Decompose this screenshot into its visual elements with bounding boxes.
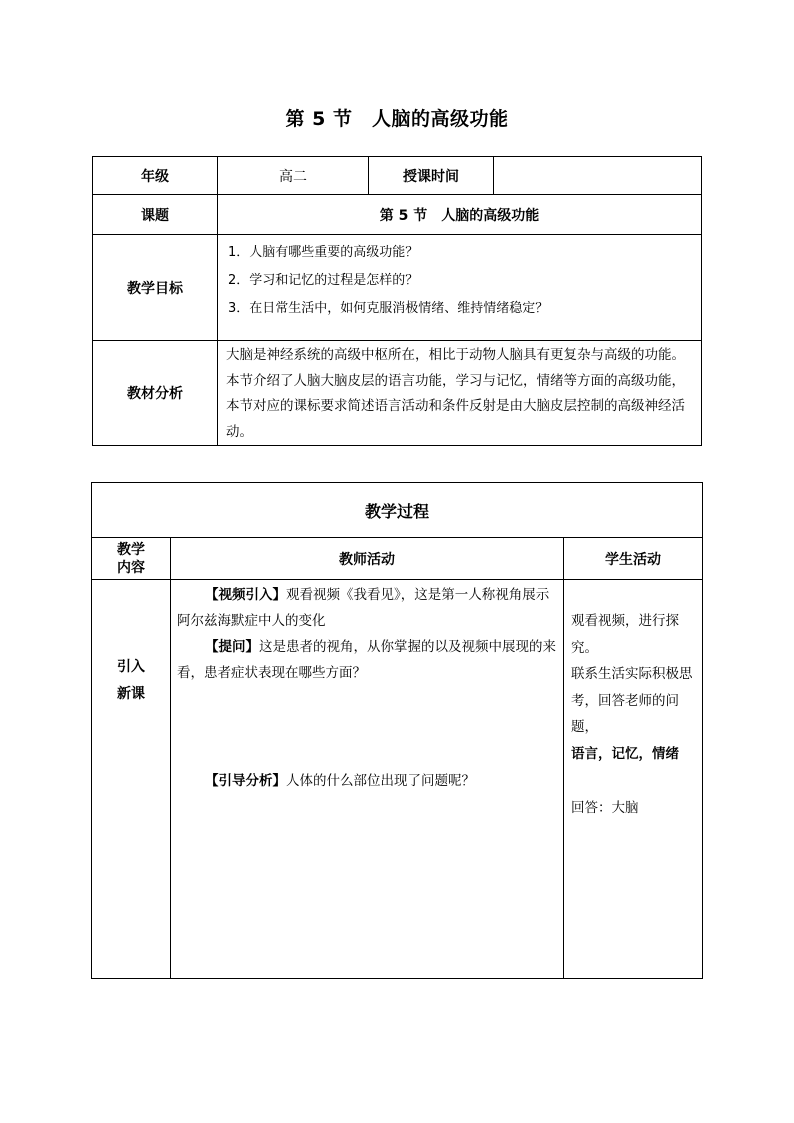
question-tag: 【提问】 — [205, 639, 259, 655]
teaching-time-value — [494, 157, 702, 195]
guided-analysis-text: 人体的什么部位出现了问题呢？ — [286, 773, 475, 789]
teacher-paragraph — [177, 634, 559, 686]
teaching-process-caption: 教学过程 — [92, 483, 703, 538]
teaching-goals-list — [218, 235, 702, 341]
teaching-time-label: 授课时间 — [369, 157, 494, 195]
section-label — [92, 580, 171, 979]
grade-label: 年级 — [93, 157, 218, 195]
teacher-paragraph — [177, 582, 559, 634]
goal-item: 1．人脑有哪些重要的高级功能？ — [228, 245, 419, 260]
teaching-goals-label: 教学目标 — [93, 235, 218, 341]
topic-value: 第 5 节 人脑的高级功能 — [218, 195, 702, 235]
topic-label: 课题 — [93, 195, 218, 235]
document-title: 第 5 节 人脑的高级功能 — [285, 108, 509, 130]
student-activity-cell — [564, 580, 703, 979]
video-intro-text: 观看视频《我看见》，这是第一人称视角展示阿尔兹海默症中人的变化 — [177, 587, 550, 629]
video-intro-tag: 【视频引入】 — [205, 587, 286, 603]
material-analysis-label: 教材分析 — [93, 341, 218, 446]
grade-value: 高二 — [218, 157, 369, 195]
guided-analysis-tag: 【引导分析】 — [205, 773, 286, 789]
teaching-content-header — [92, 538, 171, 580]
student-answer-keywords: 语言，记忆，情绪 — [571, 745, 679, 762]
question-text: 这是患者的视角，从你掌握的以及视频中展现的来看，患者症状表现在哪些方面？ — [177, 639, 556, 681]
teacher-activity-header: 教师活动 — [171, 538, 564, 580]
lesson-info-table — [92, 156, 702, 446]
student-answer-brain: 回答：大脑 — [571, 800, 639, 816]
section-label-line: 新课 — [117, 686, 145, 702]
teaching-content-header-text: 教学内容 — [117, 541, 145, 576]
material-analysis-text: 大脑是神经系统的高级中枢所在，相比于动物人脑具有更复杂与高级的功能。本节介绍了人脑大脑皮层的语言功能，学习与记忆，情绪等方面的高级功能，本节对应的课标要求简述语言活动和条件反射是由大脑皮层控制的高级神经活动。 — [218, 341, 702, 446]
teacher-activity-cell — [171, 580, 564, 979]
student-activity-line: 联系生活实际积极思考，回答老师的问题， — [571, 666, 693, 735]
section-label-line: 引入 — [117, 659, 145, 675]
student-activity-line: 观看视频，进行探究。 — [571, 613, 679, 656]
teaching-process-table — [91, 482, 703, 979]
goal-item: 3．在日常生活中，如何克服消极情绪、维持情绪稳定？ — [228, 301, 549, 316]
goal-item: 2．学习和记忆的过程是怎样的？ — [228, 273, 419, 288]
student-activity-header: 学生活动 — [564, 538, 703, 580]
teacher-paragraph — [177, 768, 559, 794]
